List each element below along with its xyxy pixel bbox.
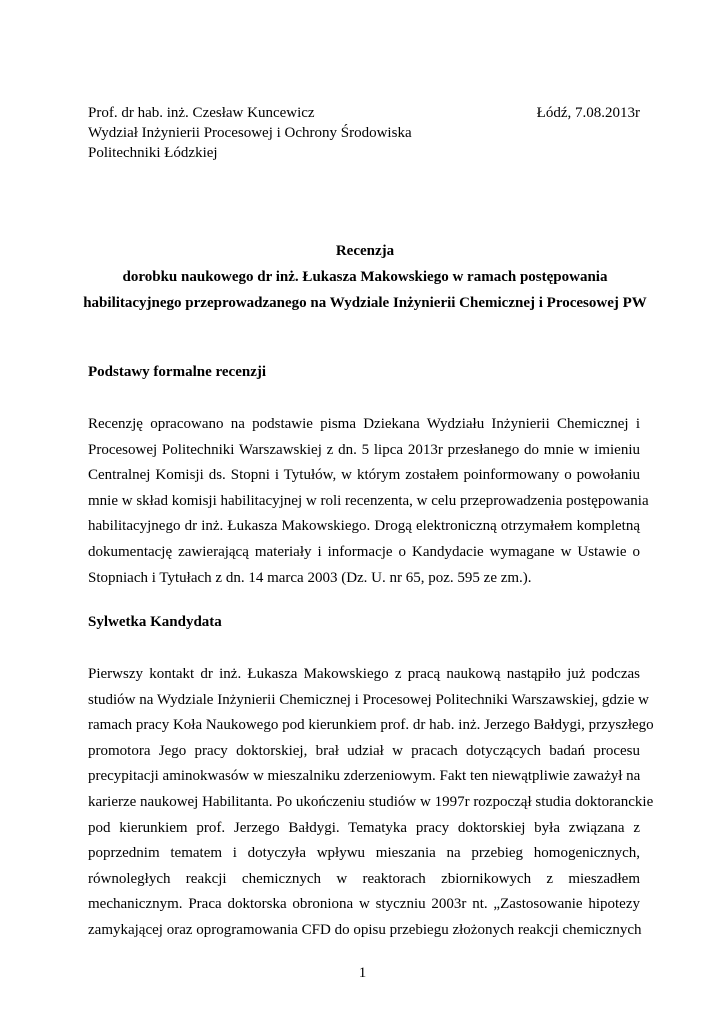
paragraph-line: studiów na Wydziale Inżynierii Chemicznej i Procesowej Politechniki Warszawskiej, gdzie w xyxy=(88,691,649,708)
paragraph-line: mnie w skład komisji habilitacyjnej w roli recenzenta, w celu przeprowadzenia postępowania xyxy=(88,492,649,509)
title-line-3: habilitacyjnego przeprowadzanego na Wydziale Inżynierii Chemicznej i Procesowej PW xyxy=(83,295,647,311)
paragraph-line: zamykającej oraz oprogramowania CFD do opisu przebiegu złożonych reakcji chemicznych xyxy=(88,921,642,938)
place-date: Łódź, 7.08.2013r xyxy=(536,105,640,121)
paragraph-line: pod kierunkiem prof. Jerzego Bałdygi. Tematyka pracy doktorskiej była związana z xyxy=(88,819,640,836)
letter-header xyxy=(88,103,640,163)
paragraph-line: dokumentację zawierającą materiały i informacje o Kandydacie wymagane w Ustawie o xyxy=(88,543,640,560)
university-name: Politechniki Łódzkiej xyxy=(88,145,218,161)
paragraph-line: karierze naukowej Habilitanta. Po ukończeniu studiów w 1997r rozpoczął studia doktoranckie xyxy=(88,793,654,810)
paragraph-line: równoległych reakcji chemicznych w reaktorach zbiornikowych z mieszadłem xyxy=(88,870,640,887)
author-name: Prof. dr hab. inż. Czesław Kuncewicz xyxy=(88,105,315,121)
section-paragraph xyxy=(88,662,654,944)
paragraph-line: promotora Jego pracy doktorskiej, brał udział w pracach dotyczących badań procesu xyxy=(88,742,640,759)
paragraph-line: Centralnej Komisji ds. Stopni i Tytułów, w którym zostałem poinformowany o powołaniu xyxy=(88,467,640,484)
page-number: 1 xyxy=(358,965,367,981)
section-heading: Podstawy formalne recenzji xyxy=(88,364,267,380)
paragraph-line: Procesowej Politechniki Warszawskiej z dn. 5 lipca 2013r przesłanego do mnie w imieniu xyxy=(88,441,640,458)
paragraph-line: habilitacyjnego dr inż. Łukasza Makowskiego. Drogą elektroniczną otrzymałem kompletną xyxy=(88,518,640,535)
paragraph-line: poprzednim tematem i dotyczyła wpływu mieszania na przebieg homogenicznych, xyxy=(88,845,640,862)
section-candidate-profile xyxy=(88,614,654,944)
paragraph-line: ramach pracy Koła Naukowego pod kierunkiem prof. dr hab. inż. Jerzego Bałdygi, przyszłego xyxy=(88,717,654,734)
title-line-2: dorobku naukowego dr inż. Łukasza Makowskiego w ramach postępowania xyxy=(122,269,608,285)
section-formal-basis xyxy=(88,364,649,591)
department-name: Wydział Inżynierii Procesowej i Ochrony Środowiska xyxy=(88,125,412,141)
section-paragraph xyxy=(88,412,649,591)
paragraph-line: precypitacji aminokwasów w mieszalniku zderzeniowym. Fakt ten niewątpliwie zaważył na xyxy=(88,768,641,785)
paragraph-line: Recenzję opracowano na podstawie pisma Dziekana Wydziału Inżynierii Chemicznej i xyxy=(88,416,640,432)
paragraph-line: mechanicznym. Praca doktorska obroniona w styczniu 2003r nt. „Zastosowanie hipotezy xyxy=(88,896,640,913)
review-title xyxy=(80,238,650,316)
paragraph-line: Stopniach i Tytułach z dn. 14 marca 2003 (Dz. U. nr 65, poz. 595 ze zm.). xyxy=(88,569,532,586)
header-top-row xyxy=(88,103,640,123)
section-heading: Sylwetka Kandydata xyxy=(88,614,222,630)
title-line-1: Recenzja xyxy=(335,243,395,259)
paragraph-line: Pierwszy kontakt dr inż. Łukasza Makowskiego z pracą naukową nastąpiło już podczas xyxy=(88,666,640,682)
